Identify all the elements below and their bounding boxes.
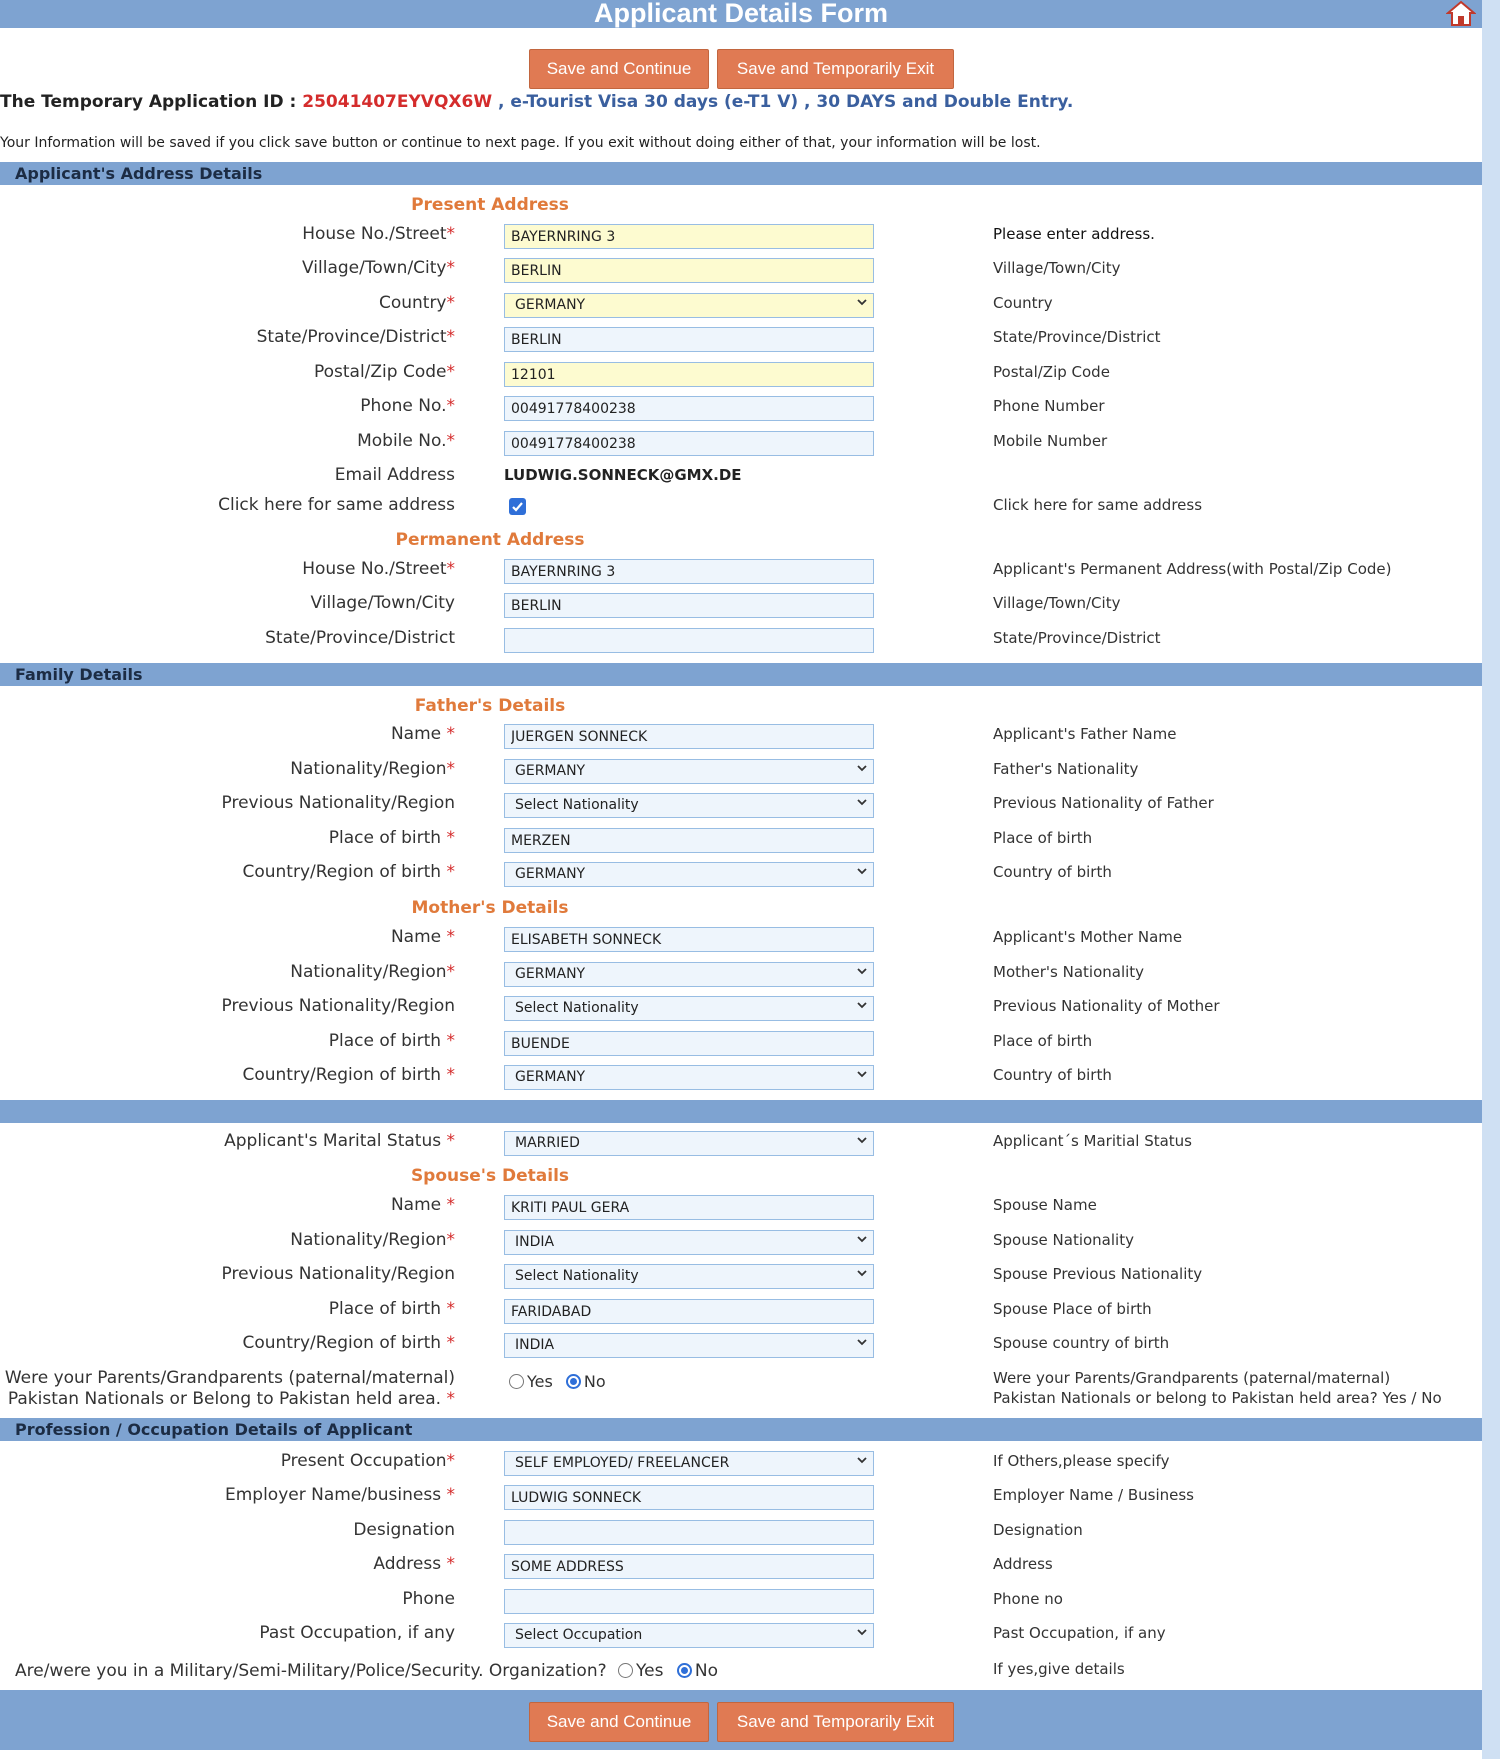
designation-label: Designation — [353, 1520, 455, 1540]
application-id: 25041407EYVQX6W — [302, 92, 493, 112]
spouse-birthplace-label: Place of birth * — [328, 1299, 455, 1319]
father-name-input[interactable] — [504, 724, 874, 749]
marital-status-select[interactable] — [504, 1131, 874, 1156]
father-birthplace-label: Place of birth * — [328, 828, 455, 848]
mother-prev-nationality-value: Select Nationality — [515, 1000, 639, 1016]
marital-status-hint: Applicant´s Maritial Status — [993, 1132, 1192, 1150]
father-name-hint: Applicant's Father Name — [993, 725, 1177, 743]
visa-type: , e-Tourist Visa 30 days (e-T1 V) , 30 DAYS and Double Entry. — [492, 92, 1074, 112]
mother-birth-country-select[interactable] — [504, 1065, 874, 1090]
home-icon[interactable] — [1446, 0, 1476, 26]
present-occupation-select[interactable] — [504, 1451, 874, 1476]
marital-section-bar — [0, 1100, 1482, 1123]
present-occupation-hint: If Others,please specify — [993, 1452, 1170, 1470]
present-street-input[interactable] — [504, 224, 874, 249]
mobile-label: Mobile No.* — [357, 431, 455, 451]
phone-hint: Phone Number — [993, 397, 1105, 415]
past-occupation-hint: Past Occupation, if any — [993, 1624, 1166, 1642]
spouse-birth-country-label: Country/Region of birth * — [242, 1333, 455, 1353]
pakistan-yes-radio[interactable] — [509, 1374, 524, 1389]
past-occupation-label: Past Occupation, if any — [259, 1623, 455, 1643]
email-value: LUDWIG.SONNECK@GMX.DE — [504, 466, 742, 484]
marital-status-value: MARRIED — [515, 1135, 580, 1151]
permanent-street-input[interactable] — [504, 559, 874, 584]
spouse-birthplace-hint: Spouse Place of birth — [993, 1300, 1152, 1318]
mother-birth-country-hint: Country of birth — [993, 1066, 1112, 1084]
father-nationality-select[interactable] — [504, 759, 874, 784]
pakistan-yes-label: Yes — [527, 1372, 553, 1391]
mother-birthplace-hint: Place of birth — [993, 1032, 1093, 1050]
employer-phone-label: Phone — [402, 1589, 455, 1609]
pakistan-question-label-2: Pakistan Nationals or Belong to Pakistan held area. * — [7, 1389, 455, 1409]
mother-name-hint: Applicant's Mother Name — [993, 928, 1183, 946]
mobile-input[interactable] — [504, 431, 874, 456]
chevron-down-icon — [857, 1234, 867, 1244]
chevron-down-icon — [857, 1627, 867, 1637]
present-address-heading: Present Address — [411, 195, 569, 215]
employer-address-hint: Address — [993, 1555, 1053, 1573]
pakistan-no-radio[interactable] — [566, 1374, 581, 1389]
chevron-down-icon — [857, 966, 867, 976]
save-notice: Your Information will be saved if you click save button or continue to next page. If you exit without doing either of that, your information will be lost. — [0, 135, 1041, 151]
present-occupation-value: SELF EMPLOYED/ FREELANCER — [515, 1455, 730, 1471]
spouse-birth-country-value: INDIA — [515, 1337, 555, 1353]
father-nationality-label: Nationality/Region* — [290, 759, 455, 779]
chevron-down-icon — [857, 1000, 867, 1010]
application-id-line — [0, 92, 1073, 112]
military-hint: If yes,give details — [993, 1660, 1125, 1678]
father-birth-country-hint: Country of birth — [993, 863, 1112, 881]
designation-hint: Designation — [993, 1521, 1083, 1539]
mother-nationality-value: GERMANY — [515, 966, 586, 982]
pakistan-hint-1: Were your Parents/Grandparents (paternal/maternal) — [993, 1369, 1391, 1387]
chevron-down-icon — [857, 866, 867, 876]
present-city-input[interactable] — [504, 258, 874, 283]
chevron-down-icon — [857, 1069, 867, 1079]
military-question-label: Are/were you in a Military/Semi-Military/Police/Security. Organization? — [15, 1661, 607, 1681]
present-country-hint: Country — [993, 294, 1053, 312]
checkmark-icon — [509, 498, 526, 515]
pakistan-no-label: No — [583, 1372, 606, 1391]
spouse-prev-nationality-select[interactable] — [504, 1264, 874, 1289]
military-no-radio[interactable] — [677, 1663, 692, 1678]
employer-phone-input[interactable] — [504, 1589, 874, 1614]
spouse-birthplace-input[interactable] — [504, 1299, 874, 1324]
present-occupation-label: Present Occupation* — [280, 1451, 455, 1471]
spouse-birth-country-select[interactable] — [504, 1333, 874, 1358]
same-address-hint: Click here for same address — [993, 496, 1203, 514]
chevron-down-icon — [857, 297, 867, 307]
present-street-label: House No./Street* — [302, 224, 455, 244]
father-birth-country-value: GERMANY — [515, 866, 586, 882]
past-occupation-select[interactable] — [504, 1623, 874, 1648]
father-nationality-hint: Father's Nationality — [993, 760, 1139, 778]
mother-birthplace-input[interactable] — [504, 1031, 874, 1056]
present-zip-hint: Postal/Zip Code — [993, 363, 1110, 381]
father-details-heading: Father's Details — [414, 696, 566, 716]
present-zip-label: Postal/Zip Code* — [313, 362, 455, 382]
phone-input[interactable] — [504, 396, 874, 421]
permanent-address-heading: Permanent Address — [395, 530, 585, 550]
mother-prev-nationality-select[interactable] — [504, 996, 874, 1021]
spouse-prev-nationality-label: Previous Nationality/Region — [221, 1264, 455, 1284]
spouse-birth-country-hint: Spouse country of birth — [993, 1334, 1170, 1352]
permanent-street-label: House No./Street* — [302, 559, 455, 579]
spouse-name-hint: Spouse Name — [993, 1196, 1097, 1214]
present-state-hint: State/Province/District — [993, 328, 1161, 346]
same-address-label: Click here for same address — [218, 495, 455, 515]
chevron-down-icon — [857, 763, 867, 773]
employer-address-input[interactable] — [504, 1554, 874, 1579]
save-exit-button-bottom[interactable]: Save and Temporarily Exit — [717, 1702, 954, 1742]
phone-label: Phone No.* — [360, 396, 455, 416]
mother-prev-nationality-hint: Previous Nationality of Mother — [993, 997, 1220, 1015]
profession-section-bar: Profession / Occupation Details of Applicant — [0, 1418, 1482, 1441]
father-birth-country-select[interactable] — [504, 862, 874, 887]
father-birth-country-label: Country/Region of birth * — [242, 862, 455, 882]
permanent-city-input[interactable] — [504, 593, 874, 618]
chevron-down-icon — [857, 1135, 867, 1145]
mother-details-heading: Mother's Details — [411, 898, 569, 918]
mother-name-input[interactable] — [504, 927, 874, 952]
chevron-down-icon — [857, 1268, 867, 1278]
mother-nationality-label: Nationality/Region* — [290, 962, 455, 982]
marital-status-label: Applicant's Marital Status * — [224, 1131, 455, 1151]
chevron-down-icon — [857, 797, 867, 807]
mother-nationality-hint: Mother's Nationality — [993, 963, 1145, 981]
present-country-value: GERMANY — [515, 297, 586, 313]
military-question — [15, 1661, 718, 1681]
mother-name-label: Name * — [390, 927, 455, 947]
spouse-prev-nationality-value: Select Nationality — [515, 1268, 639, 1284]
mother-prev-nationality-label: Previous Nationality/Region — [221, 996, 455, 1016]
employer-address-label: Address * — [373, 1554, 455, 1574]
permanent-state-label: State/Province/District — [265, 628, 455, 648]
father-birthplace-hint: Place of birth — [993, 829, 1093, 847]
permanent-state-input[interactable] — [504, 628, 874, 653]
military-no-label: No — [694, 1661, 719, 1681]
employer-input[interactable] — [504, 1485, 874, 1510]
same-address-checkbox[interactable] — [509, 498, 526, 515]
mother-birthplace-label: Place of birth * — [328, 1031, 455, 1051]
mother-nationality-select[interactable] — [504, 962, 874, 987]
permanent-city-hint: Village/Town/City — [993, 594, 1121, 612]
permanent-state-hint: State/Province/District — [993, 629, 1161, 647]
save-exit-button-top[interactable]: Save and Temporarily Exit — [717, 49, 954, 89]
permanent-city-label: Village/Town/City — [310, 593, 455, 613]
father-prev-nationality-label: Previous Nationality/Region — [221, 793, 455, 813]
chevron-down-icon — [857, 1337, 867, 1347]
spouse-name-input[interactable] — [504, 1195, 874, 1220]
father-birthplace-input[interactable] — [504, 828, 874, 853]
mother-birth-country-value: GERMANY — [515, 1069, 586, 1085]
spouse-prev-nationality-hint: Spouse Previous Nationality — [993, 1265, 1203, 1283]
mother-birth-country-label: Country/Region of birth * — [242, 1065, 455, 1085]
email-label: Email Address — [334, 465, 455, 485]
father-nationality-value: GERMANY — [515, 763, 586, 779]
page-title: Applicant Details Form — [593, 0, 889, 28]
employer-hint: Employer Name / Business — [993, 1486, 1194, 1504]
designation-input[interactable] — [504, 1520, 874, 1545]
past-occupation-value: Select Occupation — [515, 1627, 643, 1643]
mobile-hint: Mobile Number — [993, 432, 1108, 450]
pakistan-question-label-1: Were your Parents/Grandparents (paternal/maternal) — [4, 1368, 455, 1388]
military-yes-radio[interactable] — [618, 1663, 633, 1678]
application-id-prefix: The Temporary Application ID : — [0, 92, 303, 112]
father-prev-nationality-select[interactable] — [504, 793, 874, 818]
address-section-bar: Applicant's Address Details — [0, 162, 1482, 185]
father-prev-nationality-value: Select Nationality — [515, 797, 639, 813]
spouse-name-label: Name * — [390, 1195, 455, 1215]
present-country-label: Country* — [378, 293, 455, 313]
pakistan-hint-2: Pakistan Nationals or belong to Pakistan held area? Yes / No — [993, 1389, 1442, 1407]
employer-phone-hint: Phone no — [993, 1590, 1063, 1608]
spouse-nationality-value: INDIA — [515, 1234, 555, 1250]
title-bar — [0, 0, 1482, 28]
present-street-hint: Please enter address. — [993, 225, 1155, 243]
spouse-nationality-hint: Spouse Nationality — [993, 1231, 1134, 1249]
chevron-down-icon — [857, 1455, 867, 1465]
present-state-label: State/Province/District* — [256, 327, 455, 347]
save-continue-button-bottom[interactable]: Save and Continue — [529, 1702, 709, 1742]
present-state-input[interactable] — [504, 327, 874, 352]
spouse-nationality-label: Nationality/Region* — [290, 1230, 455, 1250]
permanent-street-hint: Applicant's Permanent Address(with Postal/Zip Code) — [993, 560, 1392, 578]
present-country-select[interactable] — [504, 293, 874, 318]
pakistan-radio-group — [509, 1372, 606, 1391]
present-city-label: Village/Town/City* — [302, 258, 455, 278]
present-city-hint: Village/Town/City — [993, 259, 1121, 277]
spouse-nationality-select[interactable] — [504, 1230, 874, 1255]
spouse-details-heading: Spouse's Details — [410, 1166, 570, 1186]
father-name-label: Name * — [390, 724, 455, 744]
present-zip-input[interactable] — [504, 362, 874, 387]
employer-label: Employer Name/business * — [224, 1485, 455, 1505]
family-section-bar: Family Details — [0, 663, 1482, 686]
father-prev-nationality-hint: Previous Nationality of Father — [993, 794, 1214, 812]
military-yes-label: Yes — [636, 1661, 664, 1681]
save-continue-button-top[interactable]: Save and Continue — [529, 49, 709, 89]
